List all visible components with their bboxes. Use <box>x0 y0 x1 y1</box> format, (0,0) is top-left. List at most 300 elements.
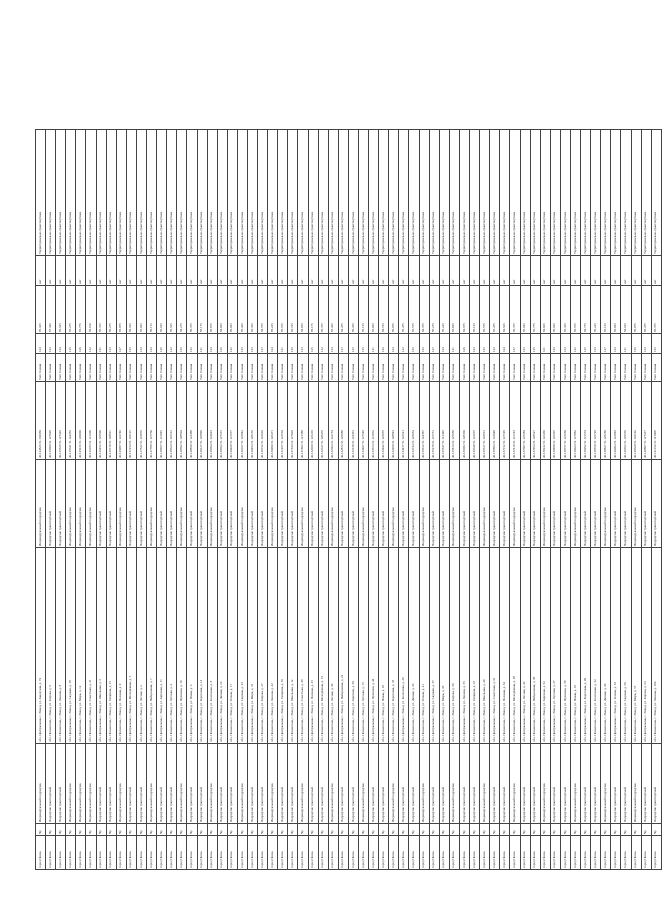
cell-flag: Территориально-транспортные <box>187 130 197 256</box>
cell-type: Индивидуальный подрядчик <box>328 744 338 824</box>
cell-district: город Пенза <box>258 836 268 870</box>
cell-category: Подрядчик транспортный <box>470 460 480 548</box>
cell-flag: Территориально-транспортные <box>540 130 550 256</box>
cell-value: 86.275 <box>429 286 439 334</box>
cell-flag: Территориально-транспортные <box>379 130 389 256</box>
cell-coords: 40.124826 51.136959 <box>36 382 46 460</box>
cell-district: город Пенза <box>560 836 570 870</box>
cell-code: Чр <box>490 824 500 836</box>
cell-unit: Тип: тонная <box>490 354 500 382</box>
cell-category: Подрядчик транспортный <box>288 460 298 548</box>
cell-count: 123 <box>520 334 530 354</box>
cell-type: Индивидуальный подрядчик <box>540 744 550 824</box>
cell-type: Подрядчик транспортный <box>500 744 510 824</box>
cell-coords: 40.128057 51.121945 <box>157 382 167 460</box>
cell-coords: 40.138757 51.123659 <box>560 382 570 460</box>
table-row <box>136 130 146 870</box>
cell-unit: Тип: тонная <box>237 354 247 382</box>
cell-value: 84.575 <box>258 286 268 334</box>
cell-address: обл. Пензенская, с. Взвод, ул. Гагарина, д. 47 <box>470 548 480 744</box>
cell-district: город Пенза <box>379 836 389 870</box>
cell-address: обл. Пензенская, с. Взвод, ул. Советская, д. 21 <box>86 548 96 744</box>
cell-category: Подрядчик транспортный <box>409 460 419 548</box>
cell-district: город Пенза <box>76 836 86 870</box>
cell-value: 86.275 <box>106 286 116 334</box>
cell-unit: Тип: тонная <box>197 354 207 382</box>
cell-count: 123 <box>247 334 257 354</box>
cell-district: город Пенза <box>449 836 459 870</box>
cell-note: нет <box>570 256 580 286</box>
cell-category: Индивидуальный подрядчик <box>86 460 96 548</box>
cell-type: Подрядчик транспортный <box>258 744 268 824</box>
cell-coords: 40.136349 51.122075 <box>470 382 480 460</box>
cell-district: город Пенза <box>46 836 56 870</box>
cell-district: город Пенза <box>419 836 429 870</box>
cell-unit: Тип: тонная <box>459 354 469 382</box>
cell-flag: Территориально-транспортные <box>459 130 469 256</box>
cell-note: нет <box>187 256 197 286</box>
cell-value: 84.925 <box>540 286 550 334</box>
cell-category: Подрядчик транспортный <box>560 460 570 548</box>
cell-count: 121 <box>449 334 459 354</box>
cell-unit: Тип: тонная <box>449 354 459 382</box>
cell-address: обл. Центральная, с. Взвод, ул. Кирова, д. 64 <box>641 548 651 744</box>
cell-unit: Тип: тонная <box>86 354 96 382</box>
cell-value: 83.975 <box>116 286 126 334</box>
cell-type: Индивидуальный подрядчик <box>449 744 459 824</box>
cell-coords: 40.133674 51.121832 <box>369 382 379 460</box>
cell-value: 83.625 <box>157 286 167 334</box>
cell-category: Подрядчик транспортный <box>136 460 146 548</box>
cell-category: Подрядчик транспортный <box>157 460 167 548</box>
cell-unit: Тип: тонная <box>369 354 379 382</box>
table-row <box>399 130 409 870</box>
cell-district: город Пенза <box>641 836 651 870</box>
cell-flag: Территориально-транспортные <box>449 130 459 256</box>
cell-note: нет <box>348 256 358 286</box>
cell-unit: Тип: тонная <box>187 354 197 382</box>
cell-address: обл. Пензенская, с. Взвод, ул. Мира, д. 57 <box>631 548 641 744</box>
cell-value: 86.175 <box>308 286 318 334</box>
cell-district: город Пенза <box>237 836 247 870</box>
cell-district: город Пенза <box>167 836 177 870</box>
cell-note: нет <box>581 256 591 286</box>
cell-flag: Территориально-транспортные <box>338 130 348 256</box>
cell-value: 83.325 <box>247 286 257 334</box>
cell-coords: 40.133407 51.127549 <box>359 382 369 460</box>
cell-code: Чр <box>480 824 490 836</box>
cell-unit: Тип: тонная <box>348 354 358 382</box>
cell-address: обл. Пензенская, с. Взвод, ул. Пушкина, д. 58 <box>560 548 570 744</box>
cell-type: Индивидуальный подрядчик <box>389 744 399 824</box>
cell-note: нет <box>409 256 419 286</box>
cell-coords: 40.127522 51.123870 <box>136 382 146 460</box>
cell-count: 124 <box>268 334 278 354</box>
cell-category: Подрядчик транспортный <box>459 460 469 548</box>
cell-count: 124 <box>500 334 510 354</box>
cell-coords: 40.126183 51.121200 <box>86 382 96 460</box>
cell-coords: 40.126452 51.125500 <box>96 382 106 460</box>
cell-note: нет <box>621 256 631 286</box>
cell-value: 83.475 <box>490 286 500 334</box>
cell-unit: Тип: тонная <box>328 354 338 382</box>
cell-code: Чр <box>328 824 338 836</box>
cell-district: город Пенза <box>540 836 550 870</box>
cell-address: обл. Пензенская, с. Взвод, ул. Набережная, д. 7 <box>147 548 157 744</box>
cell-count: 122 <box>570 334 580 354</box>
cell-unit: Тип: тонная <box>359 354 369 382</box>
cell-district: город Пенза <box>328 836 338 870</box>
cell-coords: 40.138222 51.122466 <box>540 382 550 460</box>
cell-type: Подрядчик транспортный <box>591 744 601 824</box>
cell-note: нет <box>359 256 369 286</box>
cell-coords: 40.131802 51.121388 <box>298 382 308 460</box>
cell-value: 84.825 <box>298 286 308 334</box>
cell-coords: 40.135814 51.125658 <box>449 382 459 460</box>
cell-flag: Территориально-транспортные <box>136 130 146 256</box>
cell-value: 86.225 <box>268 286 278 334</box>
cell-coords: 40.140897 51.127417 <box>641 382 651 460</box>
cell-count: 123 <box>187 334 197 354</box>
cell-type: Подрядчик транспортный <box>157 744 167 824</box>
cell-count: 125 <box>308 334 318 354</box>
cell-category: Подрядчик транспортный <box>520 460 530 548</box>
cell-count: 126 <box>288 334 298 354</box>
table-row <box>621 130 631 870</box>
cell-note: нет <box>480 256 490 286</box>
cell-category: Подрядчик транспортный <box>530 460 540 548</box>
cell-address: обл. Центральная, с. Взвод, ул. Школьная, д. 3 <box>96 548 106 744</box>
cell-code: Чр <box>409 824 419 836</box>
cell-unit: Тип: тонная <box>126 354 136 382</box>
cell-note: нет <box>197 256 207 286</box>
cell-district: город Пенза <box>470 836 480 870</box>
cell-unit: Тип: тонная <box>389 354 399 382</box>
cell-district: город Пенза <box>409 836 419 870</box>
cell-code: Чр <box>197 824 207 836</box>
cell-count: 122 <box>399 334 409 354</box>
cell-note: нет <box>419 256 429 286</box>
cell-flag: Территориально-транспортные <box>490 130 500 256</box>
cell-address: обл. Пензенская, с. Взвод, ул. Заречная, д. 39 <box>348 548 358 744</box>
table-row <box>641 130 651 870</box>
cell-category: Подрядчик транспортный <box>621 460 631 548</box>
cell-flag: Территориально-транспортные <box>348 130 358 256</box>
cell-note: нет <box>66 256 76 286</box>
cell-unit: Тип: тонная <box>136 354 146 382</box>
cell-code: Чр <box>459 824 469 836</box>
table-row <box>86 130 96 870</box>
cell-coords: 40.140629 51.124102 <box>631 382 641 460</box>
data-table <box>35 129 662 870</box>
cell-type: Подрядчик транспортный <box>399 744 409 824</box>
cell-address: обл. Пензенская, с. Взвод, ул. Гагарина, д. 15 <box>106 548 116 744</box>
table-row <box>268 130 278 870</box>
cell-district: город Пенза <box>66 836 76 870</box>
cell-note: нет <box>399 256 409 286</box>
cell-code: Чр <box>359 824 369 836</box>
cell-coords: 40.131267 51.123564 <box>278 382 288 460</box>
cell-value: 83.425 <box>328 286 338 334</box>
table-row <box>480 130 490 870</box>
cell-district: город Пенза <box>621 836 631 870</box>
cell-count: 126 <box>157 334 167 354</box>
cell-address: обл. Центральная, с. Взвод, ул. Новая, д. 6 <box>187 548 197 744</box>
cell-category: Индивидуальный подрядчик <box>419 460 429 548</box>
cell-category: Индивидуальный подрядчик <box>510 460 520 548</box>
cell-note: нет <box>247 256 257 286</box>
cell-note: нет <box>338 256 348 286</box>
cell-flag: Территориально-транспортные <box>227 130 237 256</box>
cell-count: 125 <box>480 334 490 354</box>
cell-value: 84.275 <box>177 286 187 334</box>
cell-value: 85.025 <box>136 286 146 334</box>
cell-note: нет <box>389 256 399 286</box>
cell-flag: Территориально-транспортные <box>217 130 227 256</box>
cell-note: нет <box>318 256 328 286</box>
cell-code: Чр <box>126 824 136 836</box>
table-row <box>66 130 76 870</box>
cell-value: 83.575 <box>409 286 419 334</box>
cell-note: нет <box>126 256 136 286</box>
cell-district: город Пенза <box>136 836 146 870</box>
cell-address: обл. Пензенская, с. Взвод, ул. Ленина, д. 42 <box>268 548 278 744</box>
cell-flag: Территориально-транспортные <box>318 130 328 256</box>
cell-category: Индивидуальный подрядчик <box>601 460 611 548</box>
cell-code: Чр <box>86 824 96 836</box>
cell-district: город Пенза <box>459 836 469 870</box>
cell-category: Подрядчик транспортный <box>581 460 591 548</box>
cell-coords: 40.134744 51.126054 <box>409 382 419 460</box>
cell-flag: Территориально-транспортные <box>560 130 570 256</box>
cell-type: Подрядчик транспортный <box>247 744 257 824</box>
cell-coords: 40.131534 51.127903 <box>288 382 298 460</box>
cell-flag: Территориально-транспортные <box>126 130 136 256</box>
cell-value: 86.375 <box>510 286 520 334</box>
cell-unit: Тип: тонная <box>470 354 480 382</box>
table-row <box>96 130 106 870</box>
cell-type: Индивидуальный подрядчик <box>76 744 86 824</box>
table-row <box>278 130 288 870</box>
cell-count: 125 <box>581 334 591 354</box>
table-row <box>177 130 187 870</box>
cell-coords: 40.137954 51.128627 <box>530 382 540 460</box>
cell-type: Индивидуальный подрядчик <box>419 744 429 824</box>
table-row <box>601 130 611 870</box>
cell-value: 84.725 <box>379 286 389 334</box>
cell-note: нет <box>560 256 570 286</box>
cell-count: 127 <box>510 334 520 354</box>
cell-code: Чр <box>631 824 641 836</box>
cell-unit: Тип: тонная <box>268 354 278 382</box>
cell-district: город Пенза <box>187 836 197 870</box>
cell-district: город Пенза <box>268 836 278 870</box>
cell-address: обл. Пензенская, с. Взвод, ул. Новая, д. 35 <box>570 548 580 744</box>
cell-flag: Территориально-транспортные <box>328 130 338 256</box>
cell-address: обл. Центральная, с. Взвод, ул. Полевая, д. 25 <box>308 548 318 744</box>
cell-code: Чр <box>581 824 591 836</box>
cell-coords: 40.137152 51.127195 <box>500 382 510 460</box>
cell-count: 123 <box>470 334 480 354</box>
cell-code: Чр <box>298 824 308 836</box>
cell-address: обл. Центральная, с. Взвод, ул. Дачная, д. 10 <box>217 548 227 744</box>
table-row <box>379 130 389 870</box>
cell-coords: 40.129127 51.126890 <box>197 382 207 460</box>
cell-type: Подрядчик транспортный <box>611 744 621 824</box>
cell-count: 124 <box>56 334 66 354</box>
cell-count: 123 <box>36 334 46 354</box>
cell-unit: Тип: тонная <box>570 354 580 382</box>
cell-category: Подрядчик транспортный <box>611 460 621 548</box>
cell-district: город Пенза <box>510 836 520 870</box>
cell-flag: Территориально-транспортные <box>470 130 480 256</box>
cell-district: город Пенза <box>550 836 560 870</box>
cell-type: Индивидуальный подрядчик <box>359 744 369 824</box>
cell-category: Индивидуальный подрядчик <box>237 460 247 548</box>
cell-value: 85.325 <box>36 286 46 334</box>
cell-unit: Тип: тонная <box>56 354 66 382</box>
cell-code: Чр <box>399 824 409 836</box>
cell-district: город Пенза <box>631 836 641 870</box>
cell-type: Индивидуальный подрядчик <box>237 744 247 824</box>
cell-type: Подрядчик транспортный <box>621 744 631 824</box>
cell-code: Чр <box>621 824 631 836</box>
cell-address: обл. Центральная, с. Взвод, ул. Пушкина, д. 44 <box>369 548 379 744</box>
cell-code: Чр <box>439 824 449 836</box>
table-row <box>439 130 449 870</box>
cell-district: город Пенза <box>96 836 106 870</box>
cell-flag: Территориально-транспортные <box>278 130 288 256</box>
cell-category: Подрядчик транспортный <box>338 460 348 548</box>
table-row <box>359 130 369 870</box>
cell-value: 83.725 <box>288 286 298 334</box>
cell-value: 85.475 <box>399 286 409 334</box>
cell-count: 125 <box>126 334 136 354</box>
cell-code: Чр <box>278 824 288 836</box>
table-row <box>46 130 56 870</box>
cell-count: 123 <box>136 334 146 354</box>
cell-address: обл. Пензенская, с. Взвод, ул. Садовая, д. 60 <box>621 548 631 744</box>
cell-address: обл. Центральная, с. Взвод, ул. Заводская, д. 74 <box>36 548 46 744</box>
cell-code: Чр <box>611 824 621 836</box>
cell-flag: Территориально-транспортные <box>591 130 601 256</box>
document-page <box>35 130 658 870</box>
cell-type: Индивидуальный подрядчик <box>147 744 157 824</box>
cell-unit: Тип: тонная <box>288 354 298 382</box>
cell-category: Индивидуальный подрядчик <box>328 460 338 548</box>
cell-address: обл. Пензенская, с. Взвод, ул. Заречная, д. 52 <box>540 548 550 744</box>
cell-value: 84.625 <box>126 286 136 334</box>
cell-code: Чр <box>520 824 530 836</box>
cell-flag: Территориально-транспортные <box>480 130 490 256</box>
cell-value: 83.675 <box>570 286 580 334</box>
table-row <box>298 130 308 870</box>
cell-code: Чр <box>560 824 570 836</box>
cell-address: обл. Центральная, с. Взвод, ул. Молодёжная, д. 5 <box>126 548 136 744</box>
cell-code: Чр <box>470 824 480 836</box>
table-row <box>409 130 419 870</box>
cell-flag: Территориально-транспортные <box>409 130 419 256</box>
cell-flag: Территориально-транспортные <box>308 130 318 256</box>
cell-unit: Тип: тонная <box>167 354 177 382</box>
cell-note: нет <box>641 256 651 286</box>
cell-category: Подрядчик транспортный <box>197 460 207 548</box>
cell-coords: 40.134477 51.122621 <box>399 382 409 460</box>
cell-type: Индивидуальный подрядчик <box>207 744 217 824</box>
cell-note: нет <box>147 256 157 286</box>
cell-unit: Тип: тонная <box>308 354 318 382</box>
cell-district: город Пенза <box>611 836 621 870</box>
cell-count: 121 <box>540 334 550 354</box>
cell-category: Индивидуальный подрядчик <box>207 460 217 548</box>
cell-address: обл. Пензенская, с. Взвод, ул. Кирова, д. 6 <box>46 548 56 744</box>
table-row <box>36 130 46 870</box>
table-row <box>429 130 439 870</box>
cell-value: 86.115 <box>147 286 157 334</box>
cell-code: Чр <box>429 824 439 836</box>
cell-unit: Тип: тонная <box>177 354 187 382</box>
cell-count: 121 <box>278 334 288 354</box>
table-row <box>288 130 298 870</box>
cell-count: 124 <box>207 334 217 354</box>
cell-type: Подрядчик транспортный <box>379 744 389 824</box>
cell-code: Чр <box>369 824 379 836</box>
cell-value: 85.175 <box>197 286 207 334</box>
cell-address: обл. Центральная, с. Взвод, ул. Садовая, д. 37 <box>429 548 439 744</box>
cell-flag: Территориально-транспортные <box>268 130 278 256</box>
cell-flag: Территориально-транспортные <box>369 130 379 256</box>
table-row <box>167 130 177 870</box>
cell-category: Подрядчик транспортный <box>187 460 197 548</box>
cell-coords: 40.129394 51.124023 <box>207 382 217 460</box>
cell-district: город Пенза <box>348 836 358 870</box>
table-row <box>611 130 621 870</box>
cell-unit: Тип: тонная <box>550 354 560 382</box>
cell-unit: Тип: тонная <box>147 354 157 382</box>
cell-address: обл. Пензенская, с. Взвод, ул. Молодёжная, д. 28 <box>510 548 520 744</box>
cell-flag: Территориально-транспортные <box>298 130 308 256</box>
table-row <box>56 130 66 870</box>
cell-code: Чр <box>540 824 550 836</box>
cell-count: 124 <box>611 334 621 354</box>
cell-district: город Пенза <box>126 836 136 870</box>
cell-flag: Территориально-транспортные <box>510 130 520 256</box>
cell-unit: Тип: тонная <box>520 354 530 382</box>
cell-flag: Территориально-транспортные <box>429 130 439 256</box>
cell-type: Подрядчик транспортный <box>96 744 106 824</box>
cell-address: обл. Центральная, с. Взвод, ул. Речная, д. 53 <box>611 548 621 744</box>
cell-type: Подрядчик транспортный <box>308 744 318 824</box>
cell-type: Индивидуальный подрядчик <box>298 744 308 824</box>
cell-value: 86.225 <box>591 286 601 334</box>
cell-note: нет <box>369 256 379 286</box>
cell-flag: Территориально-транспортные <box>641 130 651 256</box>
cell-category: Индивидуальный подрядчик <box>449 460 459 548</box>
cell-code: Чр <box>116 824 126 836</box>
cell-district: город Пенза <box>177 836 187 870</box>
cell-flag: Территориально-транспортные <box>247 130 257 256</box>
cell-flag: Территориально-транспортные <box>359 130 369 256</box>
cell-coords: 40.125916 51.129000 <box>76 382 86 460</box>
cell-note: нет <box>268 256 278 286</box>
cell-note: нет <box>76 256 86 286</box>
cell-category: Подрядчик транспортный <box>490 460 500 548</box>
table-row <box>651 130 661 870</box>
cell-address: обл. Пензенская, с. Взвод, ул. Пушкина, д. 19 <box>177 548 187 744</box>
cell-category: Подрядчик транспортный <box>96 460 106 548</box>
cell-unit: Тип: тонная <box>409 354 419 382</box>
cell-district: город Пенза <box>389 836 399 870</box>
